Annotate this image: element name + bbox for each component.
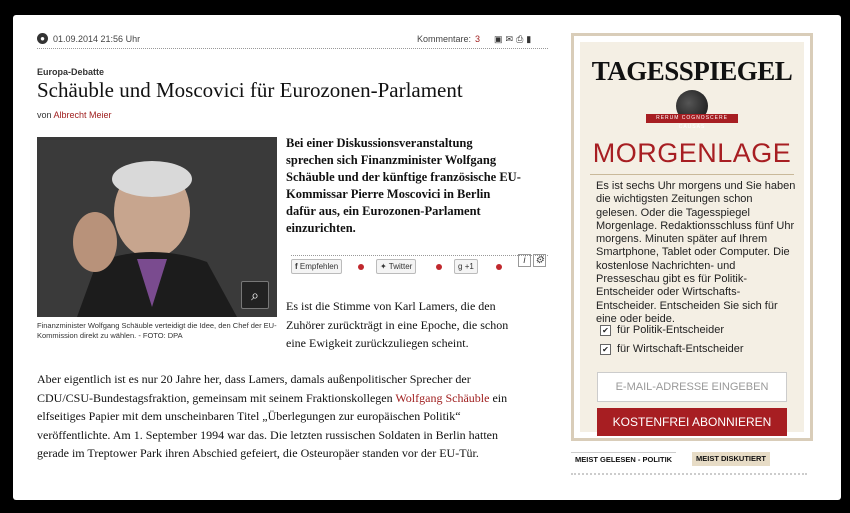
comments-link[interactable] (417, 34, 480, 44)
article-lead: Bei einer Diskussionsveranstaltung sprechen sich Finanzminister Wolfgang Schäuble und der künftige französische EU-Kommissar Pierre Moscovici in Berlin dafür aus, ein Eurozonen-Parlament einzurichten. (286, 136, 521, 235)
twitter-button[interactable] (376, 259, 416, 274)
body-link-schaeuble[interactable]: Wolfgang Schäuble (395, 390, 490, 405)
photo-caption (37, 321, 277, 341)
social-bar (291, 255, 548, 276)
article-photo[interactable] (37, 137, 277, 317)
checkbox-wirtschaft-box[interactable]: ✔ (600, 344, 611, 355)
checkbox-politik-label: für Politik-Entscheider (617, 324, 724, 336)
divider (590, 174, 794, 175)
caption-credit: - FOTO: DPA (138, 331, 183, 340)
article-meta-bar (37, 32, 548, 49)
morgenlage-inner (580, 42, 804, 432)
gplus-icon: g (458, 262, 463, 271)
checkbox-politik[interactable] (600, 324, 724, 336)
checkbox-politik-box[interactable]: ✔ (600, 325, 611, 336)
logo-motto: RERUM COGNOSCERE CAUSAS (646, 114, 738, 123)
most-read-tabs (571, 452, 811, 466)
morgenlage-title: MORGENLAGE (592, 138, 792, 168)
mail-icon[interactable]: ✉ (505, 34, 517, 44)
globe-icon: ● (37, 33, 48, 44)
article-body-intro: Es ist die Stimme von Karl Lamers, die den Zuhörer zurückträgt in eine Epoche, die schon eine Ewigkeit zurückzuliegen scheint. (286, 299, 509, 350)
body-text-part1: Aber eigentlich ist es nur 20 Jahre her, dass Lamers, damals außenpolitischer Sprecher der CDU/CSU-Bundestagsfraktion, gemeinsam mit seinem Fraktionskollegen (37, 372, 471, 405)
facebook-icon: f (295, 262, 298, 271)
facebook-count-dot (358, 264, 364, 270)
social-settings (516, 254, 546, 267)
comments-label: Kommentare: (417, 34, 472, 44)
tab-most-discussed[interactable]: MEIST DISKUTIERT (692, 452, 770, 466)
gplus-label: +1 (464, 262, 474, 271)
morgenlage-box (571, 33, 813, 441)
twitter-count-dot (436, 264, 442, 270)
checkbox-wirtschaft[interactable] (600, 343, 744, 355)
tagesspiegel-logo[interactable]: TAGESSPIEGEL (591, 56, 793, 86)
bookmark-icon[interactable]: ▮ (526, 34, 535, 44)
article-byline (37, 110, 112, 120)
email-input[interactable]: E-MAIL-ADRESSE EINGEBEN (597, 372, 787, 402)
page-frame (13, 15, 841, 500)
facebook-label: Empfehlen (299, 262, 339, 271)
byline-prefix: von (37, 110, 52, 120)
twitter-icon: ✦ (380, 262, 387, 271)
gplus-count-dot (496, 264, 502, 270)
author-link[interactable]: Albrecht Meier (53, 110, 112, 120)
article-tools (494, 34, 534, 45)
tab-most-read-politik[interactable]: MEIST GELESEN - POLITIK (571, 452, 676, 467)
subscribe-button[interactable]: KOSTENFREI ABONNIEREN (597, 408, 787, 436)
gplus-button[interactable] (454, 259, 478, 274)
facebook-button[interactable] (291, 259, 342, 274)
body-text-part2: ein elfseitiges Papier mit dem unscheinbaren Titel „Überlegungen zur europäischen Politik“ veröffentlichte. Am 1. September 1994 war das. Die letzten russischen Soldaten in Berlin hatten gerade im Treptower Park ihren Abschied gefeiert, die Osteuropäer standen vor der EU-Tür. (37, 390, 508, 460)
info-icon[interactable]: i (518, 254, 531, 267)
article-date: 01.09.2014 21:56 Uhr (53, 34, 141, 44)
article-kicker: Europa-Debatte (37, 67, 105, 77)
tabs-divider (571, 473, 807, 477)
gear-icon[interactable]: ⚙ (533, 254, 546, 267)
zoom-icon[interactable]: ⌕ (241, 281, 269, 309)
article-headline: Schäuble und Moscovici für Eurozonen-Parlament (37, 78, 463, 102)
morgenlage-description: Es ist sechs Uhr morgens und Sie haben die wichtigsten Zeitungen schon gelesen. Oder die Tagesspiegel Morgenlage. Redaktionsschluss fünf Uhr morgens. Minuten später auf Ihrem Smartphone, Tablet oder Computer. Die kostenlose Nachrichten- und Presseschau gibt es für Politik-Entscheider oder Wirtschafts-Entscheider. Entscheiden Sie sich für eine oder beide. (596, 180, 796, 325)
print-icon[interactable]: ⎙ (516, 34, 527, 44)
caption-text: Finanzminister Wolfgang Schäuble verteidigt die Idee, den Chef der EU-Kommission direkt zu wählen. (37, 321, 277, 340)
comments-count[interactable]: 3 (475, 34, 481, 44)
article-body (37, 370, 527, 463)
twitter-label: Twitter (388, 262, 413, 271)
print-preview-icon[interactable]: ▣ (494, 34, 506, 44)
checkbox-wirtschaft-label: für Wirtschaft-Entscheider (617, 343, 744, 355)
